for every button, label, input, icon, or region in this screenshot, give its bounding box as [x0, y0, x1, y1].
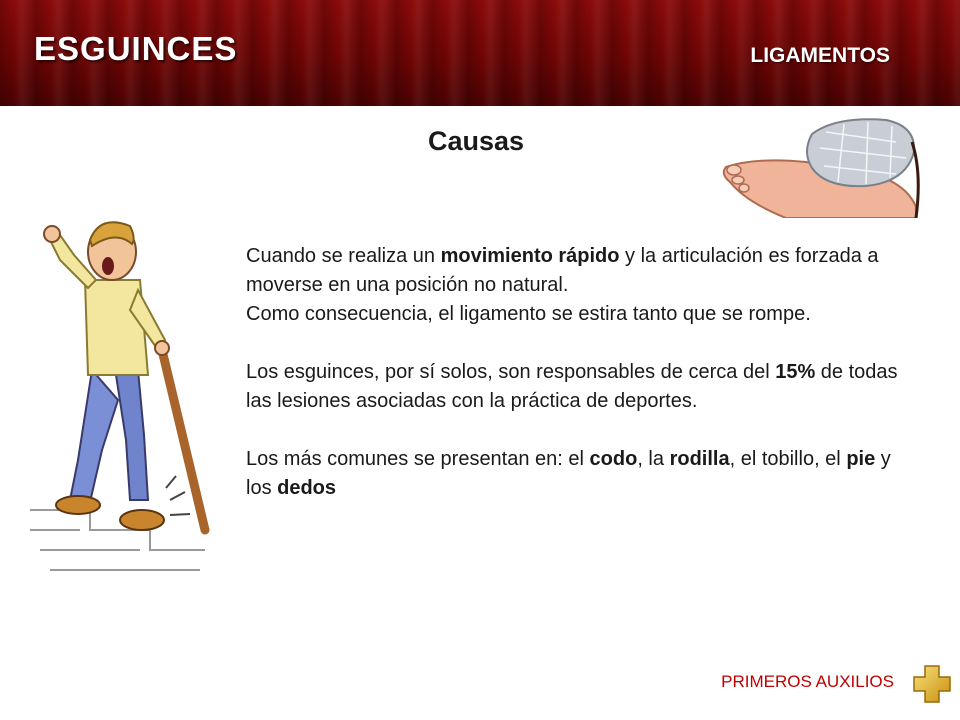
bold-term: 15% [775, 361, 816, 383]
slide-title: ESGUINCES [34, 30, 238, 67]
text-fragment: Cuando se realiza un [246, 245, 441, 267]
paragraph-consequence: Como consecuencia, el ligamento se estira tanto que se rompe. [246, 303, 811, 325]
bold-term: rodilla [669, 448, 730, 470]
section-heading: Causas [428, 126, 525, 156]
paragraph-gap [246, 329, 916, 358]
paragraph-gap [246, 416, 916, 445]
bold-term: dedos [277, 477, 337, 499]
text-fragment: de todas las lesiones asociadas con la práctica de deportes. [246, 361, 898, 412]
falling-man-illustration [30, 200, 220, 590]
paragraph-statistic [246, 358, 916, 416]
text-fragment: Los esguinces, por sí solos, son responsables de cerca del [246, 361, 776, 383]
body-text [246, 242, 916, 503]
footer-label: PRIMEROS AUXILIOS [721, 672, 894, 691]
title-bar [0, 0, 960, 106]
text-fragment: Los más comunes se presentan en: el [246, 448, 590, 470]
bold-term: movimiento rápido [440, 245, 620, 267]
medical-cross-icon [912, 664, 952, 704]
bold-term: pie [846, 448, 876, 470]
text-fragment: y la articulación es forzada a moverse en una posición no natural. [246, 245, 879, 296]
text-fragment: , el tobillo, el [729, 448, 847, 470]
paragraph-common-sites [246, 445, 916, 503]
ice-pack-foot-illustration [716, 112, 922, 218]
text-fragment: , la [637, 448, 670, 470]
slide-topic: LIGAMENTOS [750, 44, 890, 67]
paragraph-cause [246, 242, 916, 300]
text-fragment: y los [246, 448, 891, 499]
bold-term: codo [589, 448, 638, 470]
